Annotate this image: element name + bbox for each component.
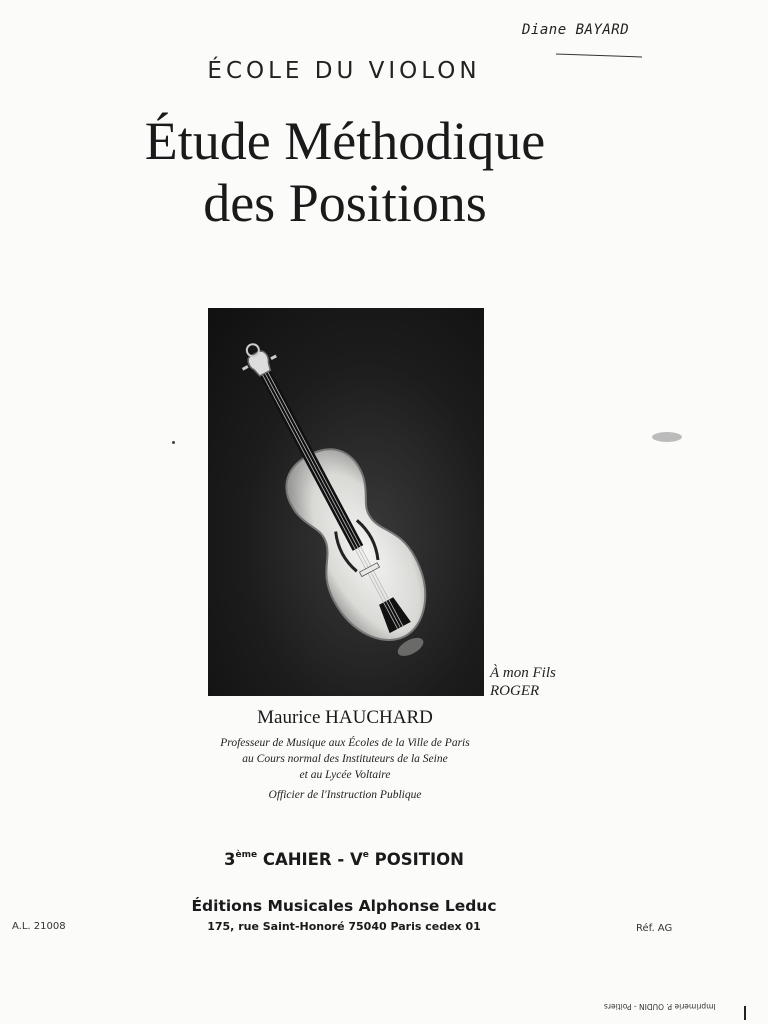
credential-line-1: Professeur de Musique aux Écoles de la Ville de Paris — [220, 737, 470, 749]
dedication — [490, 664, 556, 700]
violin-photo — [208, 308, 484, 696]
volume-position: POSITION — [368, 850, 464, 869]
violin-icon — [208, 308, 484, 696]
catalog-number: A.L. 21008 — [12, 921, 66, 932]
volume-number-sup: ème — [235, 849, 258, 860]
volume-cahier: CAHIER - V — [257, 850, 363, 869]
title-line-2: des Positions — [203, 173, 487, 233]
volume-label — [0, 850, 688, 869]
author-name: Maurice HAUCHARD — [257, 707, 433, 728]
signature-underline — [556, 53, 642, 57]
author-honor: Officier de l'Instruction Publique — [268, 789, 422, 801]
scan-speck — [652, 432, 682, 442]
dedication-line-1: À mon Fils — [490, 665, 556, 681]
publisher-address: 175, rue Saint-Honoré 75040 Paris cedex 01 — [207, 920, 481, 933]
credential-line-2: au Cours normal des Instituteurs de la Seine — [242, 753, 448, 765]
volume-position-sup: e — [362, 849, 369, 860]
volume-number: 3 — [224, 850, 236, 869]
publisher-name: Éditions Musicales Alphonse Leduc — [191, 897, 497, 915]
printer-credit: Imprimerie P. OUDIN - Poitiers — [604, 1002, 716, 1011]
title-line-1: Étude Méthodique — [144, 111, 546, 171]
series-title: ÉCOLE DU VIOLON — [207, 58, 481, 84]
scan-speck — [172, 441, 175, 444]
author-credentials — [0, 735, 690, 783]
handwritten-signature: Diane BAYARD — [522, 22, 630, 38]
scan-speck — [744, 1006, 746, 1020]
credential-line-3: et au Lycée Voltaire — [299, 769, 391, 781]
dedication-line-2: ROGER — [490, 683, 540, 699]
page-title — [0, 110, 690, 234]
reference-code: Réf. AG — [636, 923, 673, 934]
